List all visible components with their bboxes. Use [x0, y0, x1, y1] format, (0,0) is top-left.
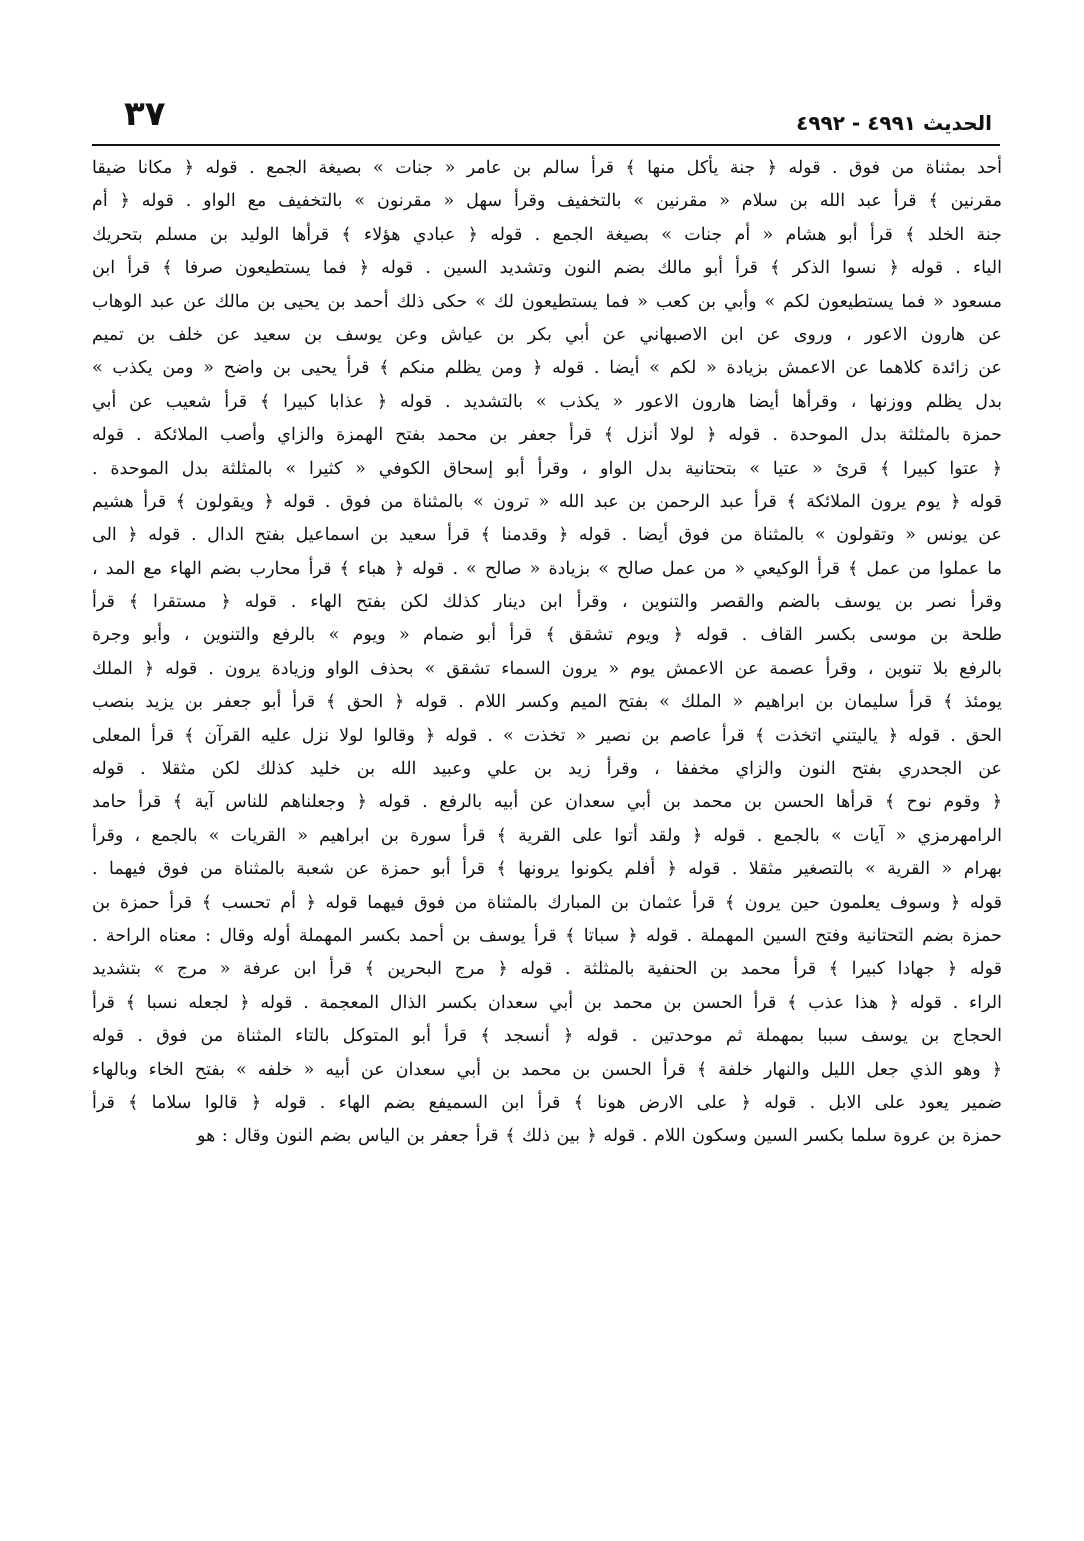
text-line: طلحة بن موسى بكسر القاف . قوله ﴿ ويوم تشقق ﴾ قرأ أبو ضمام « ويوم » بالرفع والتنوين ، وأبو وجرة [92, 625, 1002, 646]
body-text [92, 152, 1002, 1154]
text-line: حمزة بالمثلثة بدل الموحدة . قوله ﴿ لولا أنزل ﴾ قرأ جعفر بن محمد بفتح الهمزة والزاي وأصب الملائكة . قوله [92, 425, 1002, 446]
text-line: أحد بمثناة من فوق . قوله ﴿ جنة يأكل منها ﴾ قرأ سالم بن عامر « جنات » بصيغة الجمع . قوله ﴿ مكانا ضيقا [92, 158, 1002, 178]
text-line: جنة الخلد ﴾ قرأ أبو هشام « أم جنات » بصيغة الجمع . قوله ﴿ عبادي هؤلاء ﴾ قرأها الوليد بن مسلم بتحريك [92, 224, 1002, 245]
text-line: عن زائدة كلاهما عن الاعمش بزيادة « لكم » أيضا . قوله ﴿ ومن يظلم منكم ﴾ قرأ يحيى بن واضح « ومن يكذب » [92, 358, 1002, 379]
text-line: مسعود « فما يستطيعون لكم » وأبي بن كعب « فما يستطيعون لك » حكى ذلك أحمد بن يحيى بن مالك عن عبد الوهاب [92, 291, 1002, 312]
text-line: بالرفع بلا تنوين ، وقرأ عصمة عن الاعمش يوم « يرون السماء تشقق » بحذف الواو وزيادة يرون . قوله ﴿ الملك [92, 658, 1002, 679]
text-line: حمزة بن عروة سلما بكسر السين وسكون اللام . قوله ﴿ بين ذلك ﴾ قرأ جعفر بن الياس بضم النون وقال : هو [197, 1126, 1002, 1147]
text-line: حمزة بضم التحتانية وفتح السين المهملة . قوله ﴿ سباتا ﴾ قرأ يوسف بن أحمد بكسر المهملة أوله وقال : معناه الراحة . [92, 925, 1002, 946]
header-divider [92, 144, 1000, 146]
text-line: الحق . قوله ﴿ ياليتني اتخذت ﴾ قرأ عاصم بن نصير « تخذت » . قوله ﴿ وقالوا لولا نزل عليه القرآن ﴾ قرأ المعلى [92, 725, 1002, 746]
text-line: بهرام « القرية » بالتصغير مثقلا . قوله ﴿ أفلم يكونوا يرونها ﴾ قرأ أبو حمزة عن شعبة بالمثناة من فوق فيهما . [92, 859, 1002, 880]
text-line: قوله ﴿ يوم يرون الملائكة ﴾ قرأ عبد الرحمن بن عبد الله « ترون » بالمثناة من فوق . قوله ﴿ ويقولون ﴾ قرأ هشيم [92, 491, 1002, 512]
text-line: الياء . قوله ﴿ نسوا الذكر ﴾ قرأ أبو مالك بضم النون وتشديد السين . قوله ﴿ فما يستطيعون صرفا ﴾ قرأ ابن [92, 258, 1002, 279]
text-line: عن يونس « وتقولون » بالمثناة من فوق أيضا . قوله ﴿ وقدمنا ﴾ قرأ سعيد بن اسماعيل بفتح الدال . قوله ﴿ الى [92, 525, 1002, 546]
text-line: بدل يظلم ووزنها ، وقرأها أيضا هارون الاعور « يكذب » بالتشديد . قوله ﴿ عذابا كبيرا ﴾ قرأ شعيب عن أبي [92, 391, 1002, 412]
text-line: عن هارون الاعور ، وروى عن ابن الاصبهاني عن أبي بكر بن عياش وعن يوسف بن سعيد عن خلف بن تميم [92, 324, 1002, 345]
text-line: ﴿ وهو الذي جعل الليل والنهار خلفة ﴾ قرأ الحسن بن محمد بن أبي سعدان عن أبيه « خلفه » بفتح الخاء وبالهاء [92, 1059, 1002, 1080]
text-line: عن الجحدري بفتح النون والزاي مخففا ، وقرأ زيد بن علي وعبيد الله بن خليد كذلك لكن مثقلا . قوله [92, 759, 1002, 780]
text-line: مقرنين ﴾ قرأ عبد الله بن سلام « مقرنين » بالتخفيف وقرأ سهل « مقرنون » بالتخفيف مع الواو . قوله ﴿ أم [92, 191, 1002, 212]
text-line: ضمير يعود على الابل . قوله ﴿ على الارض هونا ﴾ قرأ ابن السميفع بضم الهاء . قوله ﴿ قالوا سلاما ﴾ قرأ [92, 1092, 1002, 1113]
text-line: ﴿ عتوا كبيرا ﴾ قرئ « عتيا » بتحتانية بدل الواو ، وقرأ أبو إسحاق الكوفي « كثيرا » بالمثلثة بدل الموحدة . [92, 458, 1002, 479]
running-title: الحديث ٤٩٩١ - ٤٩٩٢ [796, 111, 992, 135]
text-line: قوله ﴿ جهادا كبيرا ﴾ قرأ محمد بن الحنفية بالمثلثة . قوله ﴿ مرج البحرين ﴾ قرأ ابن عرفة « مرج » بتشديد [92, 959, 1002, 980]
text-line: يومئذ ﴾ قرأ سليمان بن ابراهيم « الملك » بفتح الميم وكسر اللام . قوله ﴿ الحق ﴾ قرأ أبو جعفر بن يزيد بنصب [92, 692, 1002, 713]
text-line: ما عملوا من عمل ﴾ قرأ الوكيعي « من عمل صالح » بزيادة « صالح » . قوله ﴿ هباء ﴾ قرأ محارب بضم الهاء مع المد ، [92, 558, 1002, 579]
text-line: ﴿ وقوم نوح ﴾ قرأها الحسن بن محمد بن أبي سعدان عن أبيه بالرفع . قوله ﴿ وجعلناهم للناس آية ﴾ قرأ حامد [92, 792, 1002, 813]
page-number: ٣٧ [124, 94, 166, 134]
text-line: وقرأ نصر بن يوسف بالضم والقصر والتنوين ، وقرأ ابن دينار كذلك لكن بفتح الهاء . قوله ﴿ مستقرا ﴾ قرأ [92, 592, 1002, 613]
text-line: قوله ﴿ وسوف يعلمون حين يرون ﴾ قرأ عثمان بن المبارك بالمثناة من فوق فيهما قوله ﴿ أم تحسب ﴾ قرأ حمزة بن [92, 892, 1002, 913]
text-line: الراء . قوله ﴿ هذا عذب ﴾ قرأ الحسن بن محمد بن أبي سعدان بكسر الذال المعجمة . قوله ﴿ لجعله نسبا ﴾ قرأ [92, 992, 1002, 1013]
page-header [92, 88, 992, 140]
text-line: الحجاج بن يوسف سببا بمهملة ثم موحدتين . قوله ﴿ أنسجد ﴾ قرأ أبو المتوكل بالتاء المثناة من فوق . قوله [92, 1026, 1002, 1047]
text-line: الرامهرمزي « آيات » بالجمع . قوله ﴿ ولقد أتوا على القرية ﴾ قرأ سورة بن ابراهيم « القريات » بالجمع ، وقرأ [92, 825, 1002, 846]
